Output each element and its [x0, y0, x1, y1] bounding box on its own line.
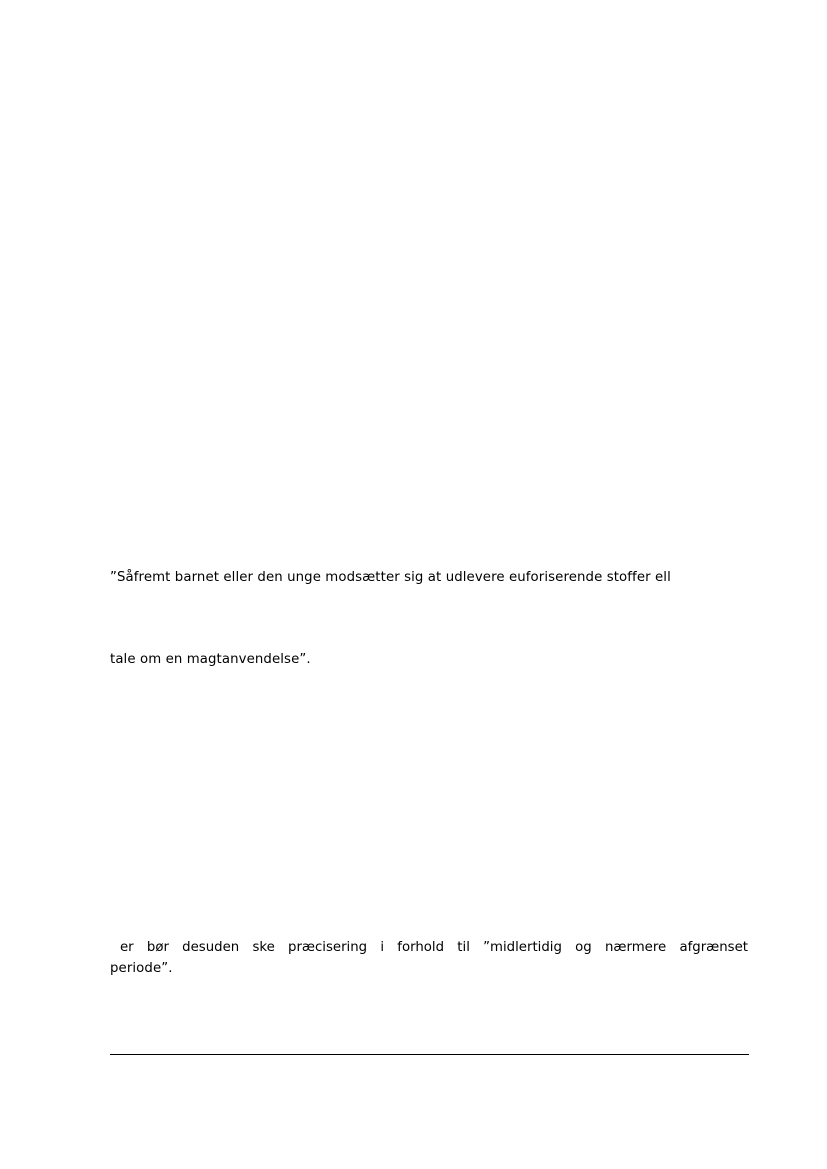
note-word: og — [575, 940, 592, 955]
footnote-separator — [110, 1054, 749, 1055]
quote-line-2: tale om en magtanvendelse”. — [110, 652, 311, 667]
note-word: desuden — [182, 940, 240, 955]
note-word: i — [380, 940, 385, 955]
note-word: nærmere — [604, 940, 667, 955]
note-word: ”midlertidig — [483, 940, 562, 955]
note-line-2: periode”. — [110, 961, 173, 976]
note-word: præcisering — [288, 940, 368, 955]
note-word: bør — [146, 940, 169, 955]
note-word: forhold — [397, 940, 445, 955]
note-word: ske — [252, 940, 275, 955]
note-line-1 — [110, 940, 748, 956]
note-word: er — [120, 940, 134, 955]
note-word: afgrænset — [679, 940, 748, 955]
note-word: til — [457, 940, 470, 955]
quote-line-1: ”Såfremt barnet eller den unge modsætter sig at udlevere euforiserende stoffer ell — [110, 570, 671, 585]
